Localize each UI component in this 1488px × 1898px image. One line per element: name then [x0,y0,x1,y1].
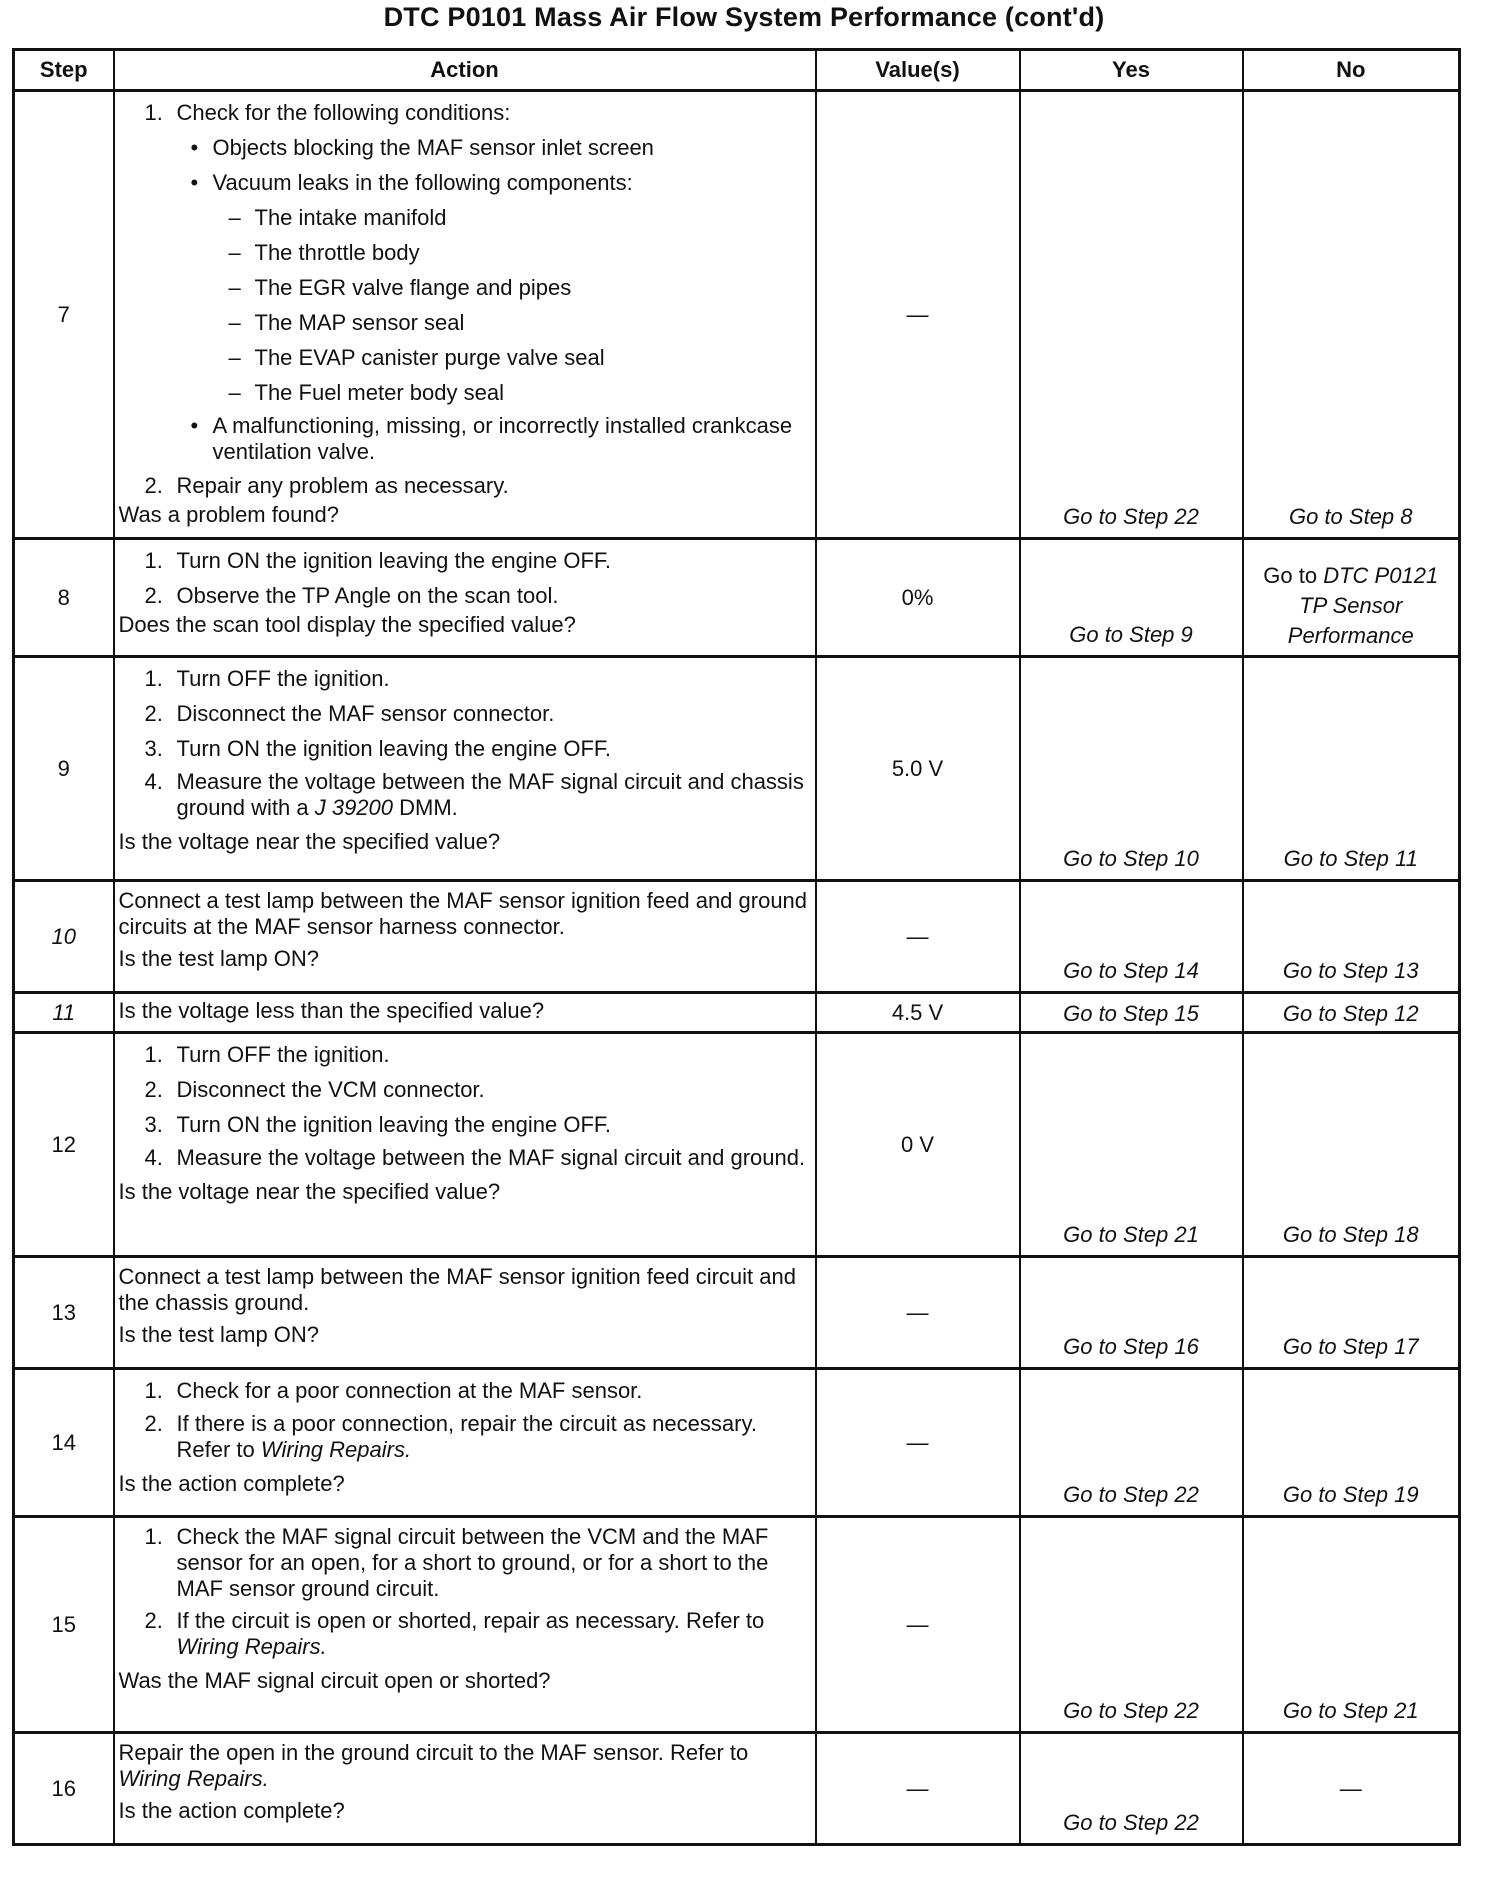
no-cell: Go to Step 8 [1243,91,1460,539]
dash-icon: – [228,205,241,230]
action-text: The Fuel meter body seal [254,380,504,405]
action-cell [114,1369,816,1517]
value-cell: — [816,881,1020,993]
no-cell: Go to Step 18 [1243,1033,1460,1257]
question-text: Does the scan tool display the specified value? [118,612,576,637]
no-cell: Go to Step 17 [1243,1257,1460,1369]
step-number: 11 [14,993,114,1033]
yes-cell: Go to Step 22 [1020,1517,1243,1733]
value-cell: 4.5 V [816,993,1020,1033]
reference-link: Wiring Repairs. [176,1634,327,1659]
action-cell [114,539,816,657]
action-cell [114,1257,816,1369]
value-cell: — [816,1257,1020,1369]
step-number: 13 [14,1257,114,1369]
item-number: 1. [144,1042,163,1067]
step-number: 8 [14,539,114,657]
action-text: Check for the following conditions: [176,100,511,125]
action-text: A malfunctioning, missing, or incorrectly installed crankcase ventilation valve. [212,413,793,464]
yes-cell: Go to Step 22 [1020,91,1243,539]
reference-link: Wiring Repairs. [260,1437,412,1462]
action-text: Vacuum leaks in the following components: [212,170,633,195]
item-number: 2. [144,1411,163,1436]
action-text: The EGR valve flange and pipes [254,275,572,300]
header-values: Value(s) [816,50,1020,91]
action-text: Observe the TP Angle on the scan tool. [176,583,559,608]
bullet-icon: • [190,413,199,438]
item-number: 1. [144,548,163,573]
question-text: Was a problem found? [118,502,340,527]
action-text: Repair the open in the ground circuit to the MAF sensor. Refer to [118,1740,749,1765]
step-number: 12 [14,1033,114,1257]
question-text: Is the voltage near the specified value? [118,1179,501,1204]
action-text: Repair any problem as necessary. [176,473,509,498]
yes-cell: Go to Step 15 [1020,993,1243,1033]
dash-icon: – [228,380,241,405]
action-cell [114,881,816,993]
bullet-icon: • [190,135,199,160]
header-action: Action [114,50,816,91]
action-text: Disconnect the MAF sensor connector. [176,701,555,726]
header-row [14,50,1460,91]
no-cell: Go to Step 12 [1243,993,1460,1033]
question-text: Is the test lamp ON? [118,946,320,971]
no-cell: — [1243,1733,1460,1845]
table-row-step-10 [14,881,1460,993]
value-cell: — [816,1733,1020,1845]
action-text: Objects blocking the MAF sensor inlet screen [212,135,654,160]
item-number: 4. [144,1145,163,1170]
no-prefix: Go to [1263,563,1318,588]
step-number: 15 [14,1517,114,1733]
dash-icon: – [228,310,241,335]
item-number: 3. [144,1112,163,1137]
action-text: The throttle body [254,240,420,265]
reference-link: Wiring Repairs. [118,1766,269,1791]
step-number: 14 [14,1369,114,1517]
step-number: 9 [14,657,114,881]
item-number: 2. [144,1077,163,1102]
action-text: Turn ON the ignition leaving the engine OFF. [176,1112,612,1137]
dash-icon: – [228,275,241,300]
no-cell [1243,539,1460,657]
table-row-step-11 [14,993,1460,1033]
header-yes: Yes [1020,50,1243,91]
action-cell [114,657,816,881]
value-cell: 5.0 V [816,657,1020,881]
yes-cell: Go to Step 14 [1020,881,1243,993]
table-row-step-12 [14,1033,1460,1257]
table-row-step-9 [14,657,1460,881]
action-text: The MAP sensor seal [254,310,465,335]
table-row-step-14 [14,1369,1460,1517]
step-number: 7 [14,91,114,539]
item-number: 2. [144,583,163,608]
no-cell: Go to Step 21 [1243,1517,1460,1733]
page-title: DTC P0101 Mass Air Flow System Performance (cont'd) [383,2,1105,32]
action-text: Turn OFF the ignition. [176,1042,390,1067]
question-text: Was the MAF signal circuit open or shorted? [118,1668,551,1693]
action-text: Connect a test lamp between the MAF sensor ignition feed and ground circuits at the MAF sensor harness connector. [118,888,808,939]
action-text: The intake manifold [254,205,447,230]
action-text: If the circuit is open or shorted, repair as necessary. Refer to [176,1608,765,1633]
value-cell: — [816,1517,1020,1733]
action-text: Turn OFF the ignition. [176,666,390,691]
table-row-step-8 [14,539,1460,657]
yes-cell: Go to Step 22 [1020,1369,1243,1517]
action-text: Check the MAF signal circuit between the VCM and the MAF sensor for an open, for a short to ground, or for a short to the MAF sensor ground circuit. [176,1524,769,1601]
action-cell [114,1733,816,1845]
item-number: 2. [144,701,163,726]
action-text: Check for a poor connection at the MAF sensor. [176,1378,643,1403]
action-text: Turn ON the ignition leaving the engine OFF. [176,736,612,761]
item-number: 1. [144,1524,163,1549]
value-cell: 0% [816,539,1020,657]
header-no: No [1243,50,1460,91]
item-number: 1. [144,1378,163,1403]
no-link-performance: Performance [1287,623,1414,648]
action-cell [114,1517,816,1733]
action-text: Connect a test lamp between the MAF sensor ignition feed circuit and the chassis ground. [118,1264,796,1315]
action-text: Measure the voltage between the MAF signal circuit and chassis ground with a [176,769,804,820]
action-text: DMM. [399,795,458,820]
question-text: Is the test lamp ON? [118,1322,320,1347]
value-cell: — [816,91,1020,539]
table-row-step-15 [14,1517,1460,1733]
step-number: 10 [14,881,114,993]
question-text: Is the action complete? [118,1471,345,1496]
action-cell [114,993,816,1033]
item-number: 3. [144,736,163,761]
yes-cell: Go to Step 9 [1020,539,1243,657]
bullet-icon: • [190,170,199,195]
header-step: Step [14,50,114,91]
action-text: If there is a poor connection, repair the circuit as necessary. Refer to [176,1411,757,1462]
no-cell: Go to Step 13 [1243,881,1460,993]
item-number: 1. [144,666,163,691]
no-cell: Go to Step 19 [1243,1369,1460,1517]
table-row-step-16 [14,1733,1460,1845]
no-link-dtc: DTC P0121 [1323,563,1439,588]
value-cell: — [816,1369,1020,1517]
value-cell: 0 V [816,1033,1020,1257]
table-row-step-7 [14,91,1460,539]
action-text: Disconnect the VCM connector. [176,1077,485,1102]
item-number: 2. [144,473,163,498]
tool-reference: J 39200 [314,795,394,820]
item-number: 4. [144,769,163,794]
yes-cell: Go to Step 10 [1020,657,1243,881]
diagnostic-table [12,48,1461,1846]
table-row-step-13 [14,1257,1460,1369]
question-text: Is the action complete? [118,1798,345,1823]
no-cell: Go to Step 11 [1243,657,1460,881]
yes-cell: Go to Step 16 [1020,1257,1243,1369]
yes-cell: Go to Step 21 [1020,1033,1243,1257]
action-cell [114,91,816,539]
step-number: 16 [14,1733,114,1845]
yes-cell: Go to Step 22 [1020,1733,1243,1845]
question-text: Is the voltage less than the specified value? [118,998,545,1023]
item-number: 1. [144,100,163,125]
action-text: Turn ON the ignition leaving the engine OFF. [176,548,612,573]
dash-icon: – [228,345,241,370]
dash-icon: – [228,240,241,265]
question-text: Is the voltage near the specified value? [118,829,501,854]
item-number: 2. [144,1608,163,1633]
action-text: The EVAP canister purge valve seal [254,345,605,370]
action-cell [114,1033,816,1257]
no-link-tp-sensor: TP Sensor [1299,593,1403,618]
action-text: Measure the voltage between the MAF signal circuit and ground. [176,1145,806,1170]
